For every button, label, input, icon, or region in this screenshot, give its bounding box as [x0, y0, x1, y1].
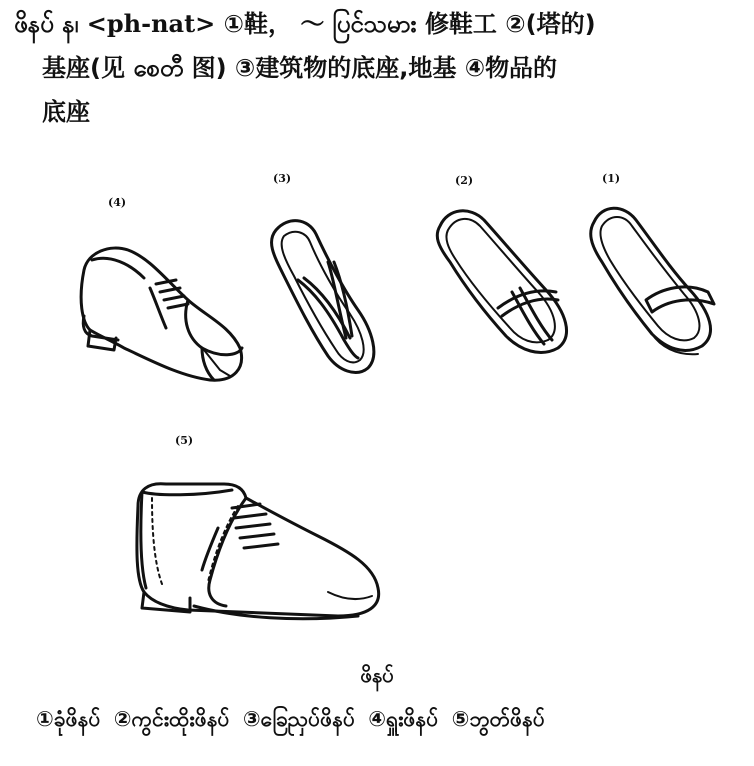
sense-1-number: ①	[223, 10, 244, 38]
figure-label-3: (3)	[273, 172, 292, 185]
flip-flop-sandal-illustration	[258, 210, 398, 380]
example-chinese: 修鞋工	[424, 10, 497, 38]
example-myanmar: ပြင်သမား	[332, 10, 417, 38]
tilde: ～	[300, 10, 325, 38]
entry-line-2	[14, 46, 744, 90]
ankle-boot-illustration	[128, 470, 388, 630]
entry-line-1	[14, 2, 744, 46]
clog-sandal-illustration	[578, 200, 728, 360]
sense-2-reference: စေတီ	[133, 54, 184, 82]
legend-item-3	[243, 707, 355, 731]
part-of-speech: န၊	[62, 10, 79, 38]
legend-number-1: ①	[36, 707, 54, 731]
sense-3-number: ③	[234, 54, 256, 82]
figure-legend	[36, 706, 746, 737]
sense-2-text-a: (塔的)	[525, 10, 596, 38]
sense-4-text-b: 底座	[42, 98, 90, 126]
legend-item-5	[452, 707, 545, 731]
legend-number-5: ⑤	[451, 707, 470, 731]
sense-2-text-c: 图)	[191, 54, 227, 82]
legend-number-2: ②	[113, 707, 132, 731]
oxford-shoe-illustration	[70, 230, 250, 390]
sense-3-text: 建筑物的底座,地基	[255, 54, 457, 82]
entry-line-3	[14, 90, 744, 134]
legend-text-3: ခြေညှပ်ဖိနပ်	[260, 707, 355, 731]
figure-label-5: (5)	[175, 434, 194, 447]
sense-2-text-b: 基座(见	[42, 54, 125, 82]
figure-label-2: (2)	[455, 174, 474, 187]
legend-item-4	[368, 707, 438, 731]
headword: ဖိနပ်	[14, 10, 54, 38]
legend-item-1	[36, 707, 100, 731]
figure-label-1: (1)	[602, 172, 621, 185]
strap-sandal-illustration	[428, 200, 588, 360]
figure-label-4: (4)	[108, 196, 127, 209]
legend-number-4: ④	[368, 707, 387, 731]
pronunciation: <ph-nat>	[86, 9, 216, 38]
legend-item-2	[114, 707, 230, 731]
legend-text-4: ရှူးဖိနပ်	[386, 707, 439, 731]
sense-2-number: ②	[505, 10, 526, 38]
legend-text-1: ခုံဖိနပ်	[53, 707, 101, 731]
sense-4-text-a: 物品的	[485, 54, 558, 82]
figure-caption: ဖိနပ်	[360, 663, 394, 687]
dictionary-entry	[14, 2, 744, 134]
sense-1-text: 鞋，	[243, 10, 292, 38]
legend-text-2: ကွင်းထိုးဖိနပ်	[131, 707, 230, 731]
sense-4-number: ④	[464, 54, 486, 82]
legend-number-3: ③	[242, 707, 261, 731]
legend-text-5: ဘွတ်ဖိနပ်	[469, 707, 545, 731]
